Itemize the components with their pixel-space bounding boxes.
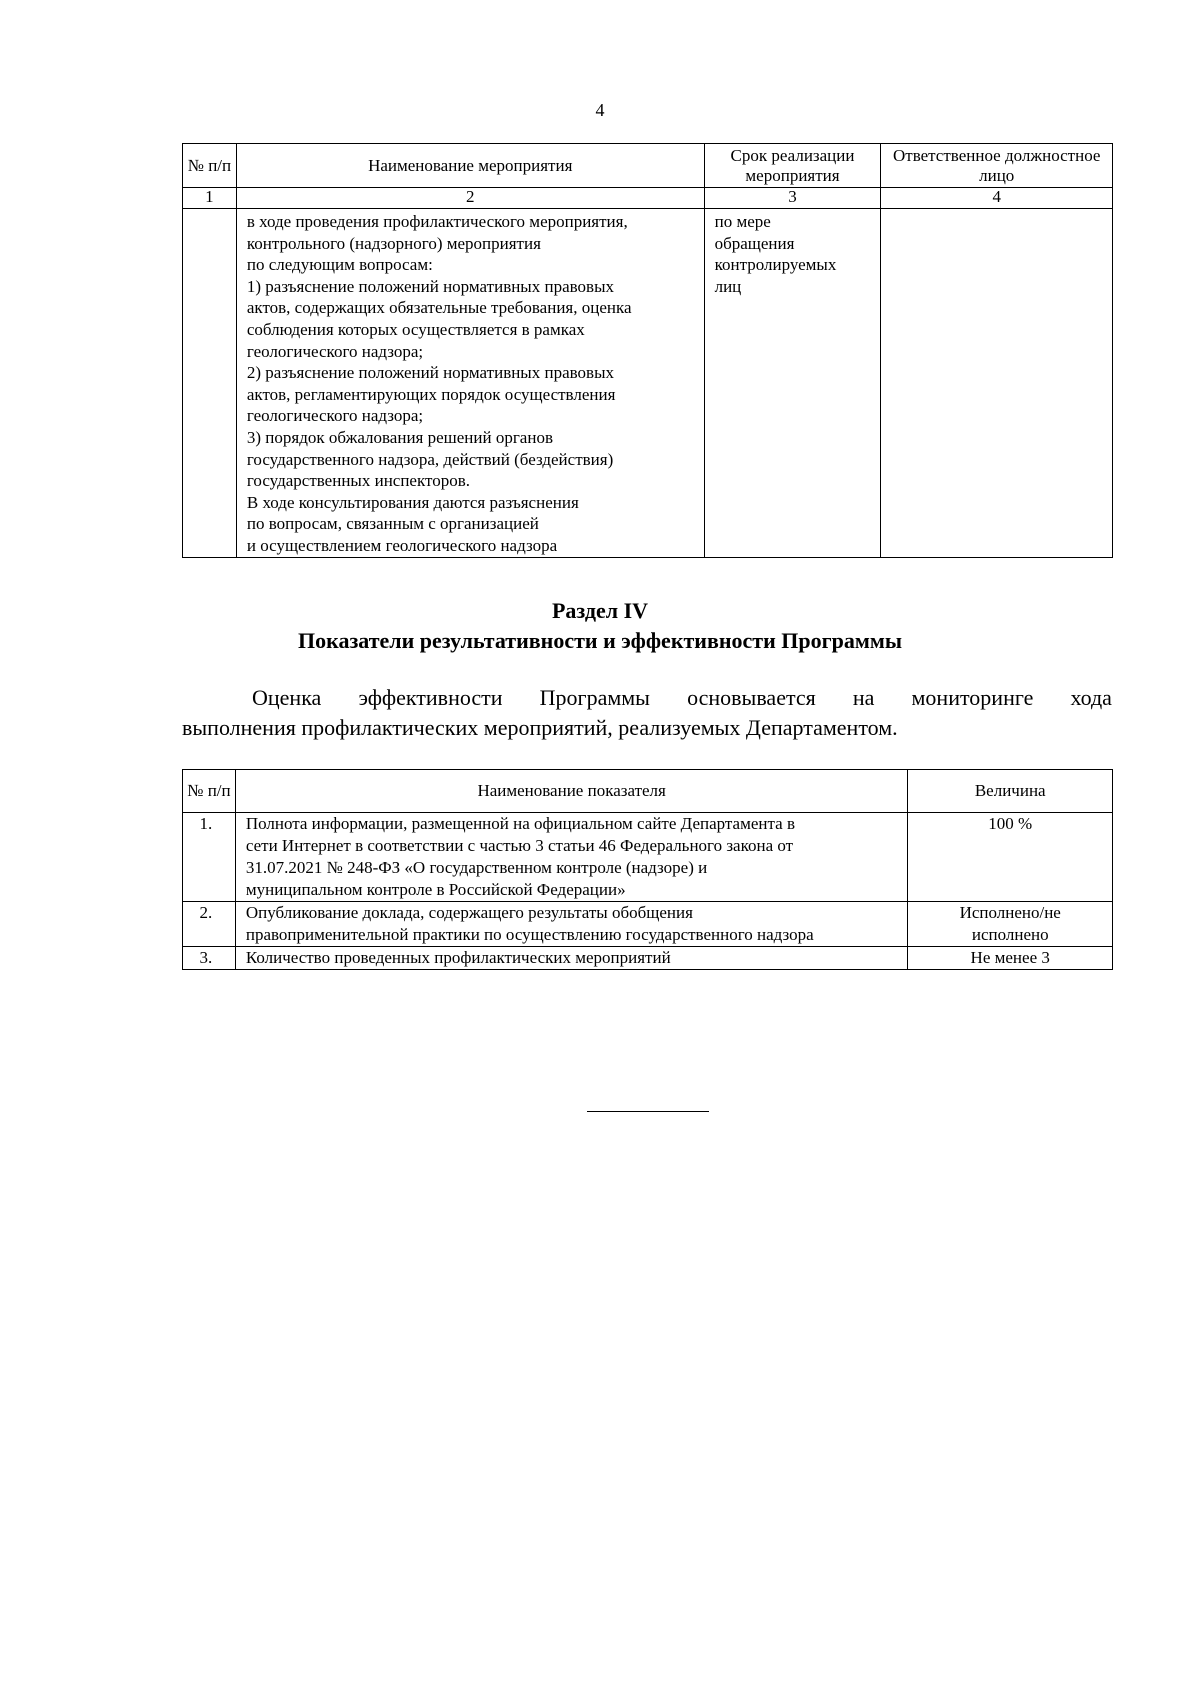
text-line: Полнота информации, размещенной на официальном сайте Департамента в bbox=[245, 814, 795, 833]
text-line: Исполнено/не bbox=[959, 903, 1061, 922]
term-cell bbox=[704, 209, 881, 558]
indicators-table-header bbox=[183, 770, 1113, 813]
table-row bbox=[183, 813, 1113, 902]
text-line: актов, содержащих обязательные требования, оценка bbox=[246, 298, 632, 318]
text-line: лиц bbox=[714, 276, 742, 296]
text-line: по следующим вопросам: bbox=[246, 255, 433, 275]
page-number: 4 bbox=[595, 100, 605, 120]
text-line: по мере bbox=[714, 212, 771, 231]
row-number-cell: 1. bbox=[183, 813, 236, 902]
text-line: актов, регламентирующих порядок осуществления bbox=[246, 384, 616, 404]
section-subtitle: Показатели результативности и эффективности Программы bbox=[297, 628, 903, 653]
row-number-cell bbox=[183, 209, 237, 558]
text-line: правоприменительной практики по осуществлению государственного надзора bbox=[245, 925, 814, 944]
indicator-value-cell bbox=[908, 813, 1113, 902]
text-line: геологического надзора; bbox=[246, 341, 424, 361]
closing-rule bbox=[587, 1111, 709, 1112]
text-line: Количество проведенных профилактических мероприятий bbox=[245, 948, 671, 967]
header-cell-number: № п/п bbox=[183, 770, 236, 813]
paragraph-second-line: выполнения профилактических мероприятий, реализуемых Департаментом. bbox=[182, 715, 898, 740]
column-number-row bbox=[183, 188, 1113, 209]
header-cell-indicator-name: Наименование показателя bbox=[235, 770, 908, 813]
text-line: государственного надзора, действий (бездействия) bbox=[246, 449, 614, 469]
word: хода bbox=[1070, 685, 1112, 710]
text-line: геологического надзора; bbox=[246, 406, 424, 426]
paragraph-first-line bbox=[182, 683, 1112, 713]
measures-table-header bbox=[183, 144, 1113, 188]
header-cell-number: № п/п bbox=[183, 144, 237, 188]
text-line: исполнено bbox=[971, 925, 1049, 944]
column-number: 4 bbox=[881, 188, 1113, 209]
word: основывается bbox=[687, 685, 816, 710]
indicator-name-cell bbox=[235, 902, 908, 947]
column-number: 2 bbox=[236, 188, 704, 209]
text-line: контролируемых bbox=[714, 255, 837, 275]
header-cell-measure-name: Наименование мероприятия bbox=[236, 144, 704, 188]
text-line: Опубликование доклада, содержащего результаты обобщения bbox=[245, 903, 693, 922]
word: на bbox=[852, 685, 875, 710]
table-row bbox=[183, 209, 1113, 558]
indicator-value-cell bbox=[908, 902, 1113, 947]
indicators-table bbox=[182, 769, 1113, 970]
word: Программы bbox=[539, 685, 650, 710]
section-title: Раздел IV bbox=[551, 598, 649, 623]
text-line: 1) разъяснение положений нормативных правовых bbox=[246, 276, 614, 296]
text-line: по вопросам, связанным с организацией bbox=[246, 514, 539, 534]
indicator-name-cell bbox=[235, 947, 908, 970]
text-line: и осуществлением геологического надзора bbox=[246, 535, 558, 555]
text-line: обращения bbox=[714, 233, 795, 253]
text-line: соблюдения которых осуществляется в рамках bbox=[246, 319, 585, 339]
header-cell-value: Величина bbox=[908, 770, 1113, 813]
text-line: 31.07.2021 № 248-ФЗ «О государственном контроле (надзоре) и bbox=[245, 858, 708, 877]
text-line: 2) разъяснение положений нормативных правовых bbox=[246, 363, 614, 383]
measures-table bbox=[182, 143, 1113, 558]
header-cell-term: Срок реализации мероприятия bbox=[704, 144, 881, 188]
text-line: муниципальном контроле в Российской Федерации» bbox=[245, 880, 626, 899]
indicator-name-cell bbox=[235, 813, 908, 902]
text-line: государственных инспекторов. bbox=[246, 471, 470, 491]
word: Оценка bbox=[252, 685, 322, 710]
row-number-cell: 2. bbox=[183, 902, 236, 947]
header-cell-responsible: Ответственное должностное лицо bbox=[881, 144, 1113, 188]
word: эффективности bbox=[358, 685, 503, 710]
column-number: 1 bbox=[183, 188, 237, 209]
measure-description-cell bbox=[236, 209, 704, 558]
column-number: 3 bbox=[704, 188, 881, 209]
text-line: Не менее 3 bbox=[970, 948, 1050, 967]
text-line: сети Интернет в соответствии с частью 3 статьи 46 Федерального закона от bbox=[245, 836, 794, 855]
text-line: В ходе консультирования даются разъяснения bbox=[246, 492, 579, 512]
table-row bbox=[183, 902, 1113, 947]
text-line: в ходе проведения профилактического мероприятия, bbox=[246, 212, 628, 231]
paragraph bbox=[182, 683, 1112, 743]
text-line: контрольного (надзорного) мероприятия bbox=[246, 233, 541, 253]
table-row bbox=[183, 947, 1113, 970]
text-line: 100 % bbox=[988, 814, 1033, 833]
word: мониторинге bbox=[911, 685, 1034, 710]
row-number-cell: 3. bbox=[183, 947, 236, 970]
text-line: 3) порядок обжалования решений органов bbox=[246, 427, 553, 447]
indicator-value-cell bbox=[908, 947, 1113, 970]
responsible-cell bbox=[881, 209, 1113, 558]
